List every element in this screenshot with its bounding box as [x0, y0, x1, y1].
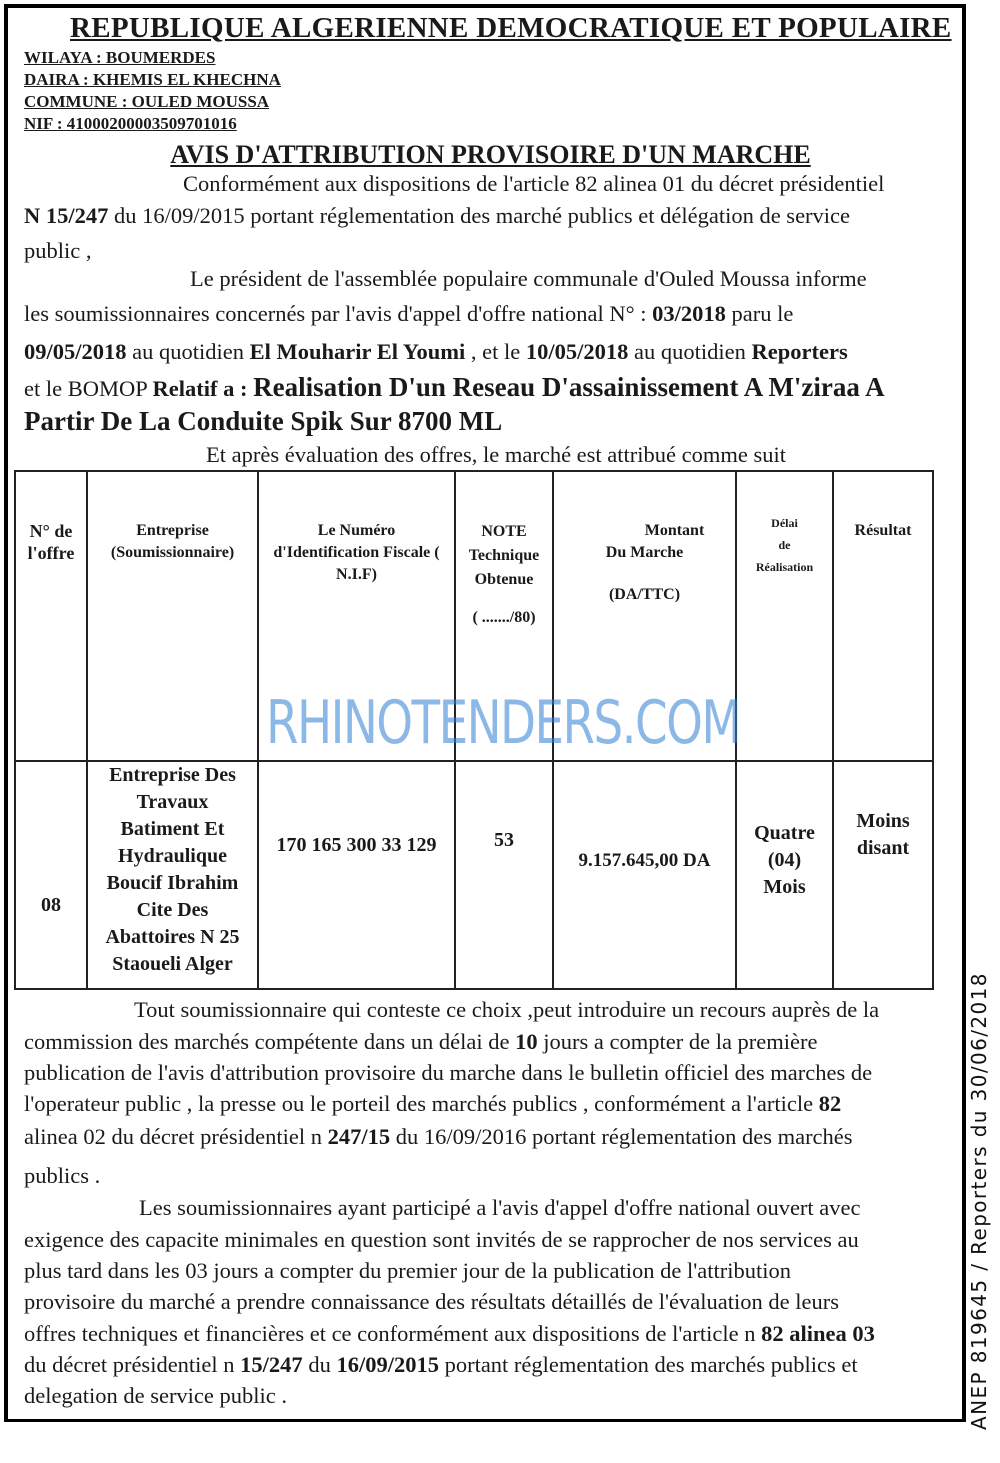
president-line-3: 09/05/2018 au quotidien El Mouharir El Youmi , et le 10/05/2018 au quotidien Reporters	[24, 339, 848, 364]
recours-line-3: publication de l'avis d'attribution provisoire du marche dans le bulletin officiel des marches de	[24, 1060, 873, 1085]
republic-heading: REPUBLIQUE ALGERIENNE DEMOCRATIQUE ET POPULAIRE	[70, 12, 952, 44]
capacite-line-4: provisoire du marché a prendre connaissance des résultats détaillés de l'évaluation de leurs	[24, 1289, 839, 1314]
recours-line-5: alinea 02 du décret présidentiel n 247/15 du 16/09/2016 portant réglementation des marchés	[24, 1124, 853, 1149]
header-delai: Délai de Réalisation	[736, 471, 833, 761]
capacite-line-2: exigence des capacite minimales en question sont invités de se rapprocher de nos services au	[24, 1227, 859, 1252]
nif-line: NIF : 41000200003509701016	[24, 114, 237, 133]
recours-line-2: commission des marchés compétente dans un délai de 10 jours a compter de la première	[24, 1029, 818, 1054]
recours-line-1: Tout soumissionnaire qui conteste ce choix ,peut introduire un recours auprès de la	[134, 997, 880, 1022]
capacite-line-3: plus tard dans les 03 jours a compter du premier jour de la publication de l'attribution	[24, 1258, 791, 1283]
daira-line: DAIRA : KHEMIS EL KHECHNA	[24, 70, 281, 89]
header-entreprise: Entreprise (Soumissionnaire)	[87, 471, 258, 761]
recours-line-4: l'operateur public , la presse ou le porteil des marchés publics , conformément a l'article 82	[24, 1091, 842, 1116]
table-row	[15, 761, 933, 989]
cell-delai: Quatre (04) Mois	[736, 761, 833, 989]
president-line-4: et le BOMOP Relatif a : Realisation D'un Reseau D'assainissement A M'ziraa A	[24, 372, 885, 402]
project-title-line: Partir De La Conduite Spik Sur 8700 ML	[24, 406, 503, 436]
president-line-1: Le président de l'assemblée populaire communale d'Ouled Moussa informe	[190, 266, 867, 291]
commune-line: COMMUNE : OULED MOUSSA	[24, 92, 270, 111]
header-resultat: Résultat	[833, 471, 933, 761]
capacite-line-5: offres techniques et financières et ce conformément aux dispositions de l'article n 82 alinea 03	[24, 1321, 875, 1346]
header-nif: Le Numéro d'Identification Fiscale ( N.I.F)	[258, 471, 455, 761]
president-line-2: les soumissionnaires concernés par l'avis d'appel d'offre national N° : 03/2018 paru le	[24, 301, 794, 326]
cell-nif: 170 165 300 33 129	[258, 761, 455, 989]
cell-note: 53	[455, 761, 553, 989]
cell-montant: 9.157.645,00 DA	[553, 761, 736, 989]
notice-title: AVIS D'ATTRIBUTION PROVISOIRE D'UN MARCHE	[170, 140, 811, 169]
recours-line-6: publics .	[24, 1163, 101, 1188]
intro-line-2: N 15/247 du 16/09/2015 portant réglementation des marché publics et délégation de service	[24, 203, 851, 228]
evaluation-line: Et après évaluation des offres, le marché est attribué comme suit	[206, 442, 787, 467]
cell-resultat: Moins disant	[833, 761, 933, 989]
cell-entreprise: Entreprise Des Travaux Batiment Et Hydraulique Boucif Ibrahim Cite Des Abattoires N 25 Staoueli Alger	[87, 761, 258, 989]
intro-line-1: Conformément aux dispositions de l'article 82 alinea 01 du décret présidentiel	[183, 171, 885, 196]
capacite-line-1: Les soumissionnaires ayant participé a l'avis d'appel d'offre national ouvert avec	[139, 1195, 861, 1220]
anep-reference: ANEP 819645 / Reporters du 30/06/2018	[967, 972, 991, 1430]
header-montant: Montant Du Marche (DA/TTC)	[553, 471, 736, 761]
watermark-logo: RHINOTENDERS.COM	[266, 688, 741, 758]
header-offer-number: N° de l'offre	[15, 471, 87, 761]
capacite-line-7: delegation de service public .	[24, 1383, 288, 1408]
capacite-line-6: du décret présidentiel n 15/247 du 16/09/2015 portant réglementation des marchés publics et	[24, 1352, 858, 1377]
wilaya-line: WILAYA : BOUMERDES	[24, 48, 216, 67]
intro-line-3: public ,	[24, 238, 92, 263]
cell-offer-number: 08	[15, 761, 87, 989]
header-note: NOTE Technique Obtenue ( ......./80)	[455, 471, 553, 761]
